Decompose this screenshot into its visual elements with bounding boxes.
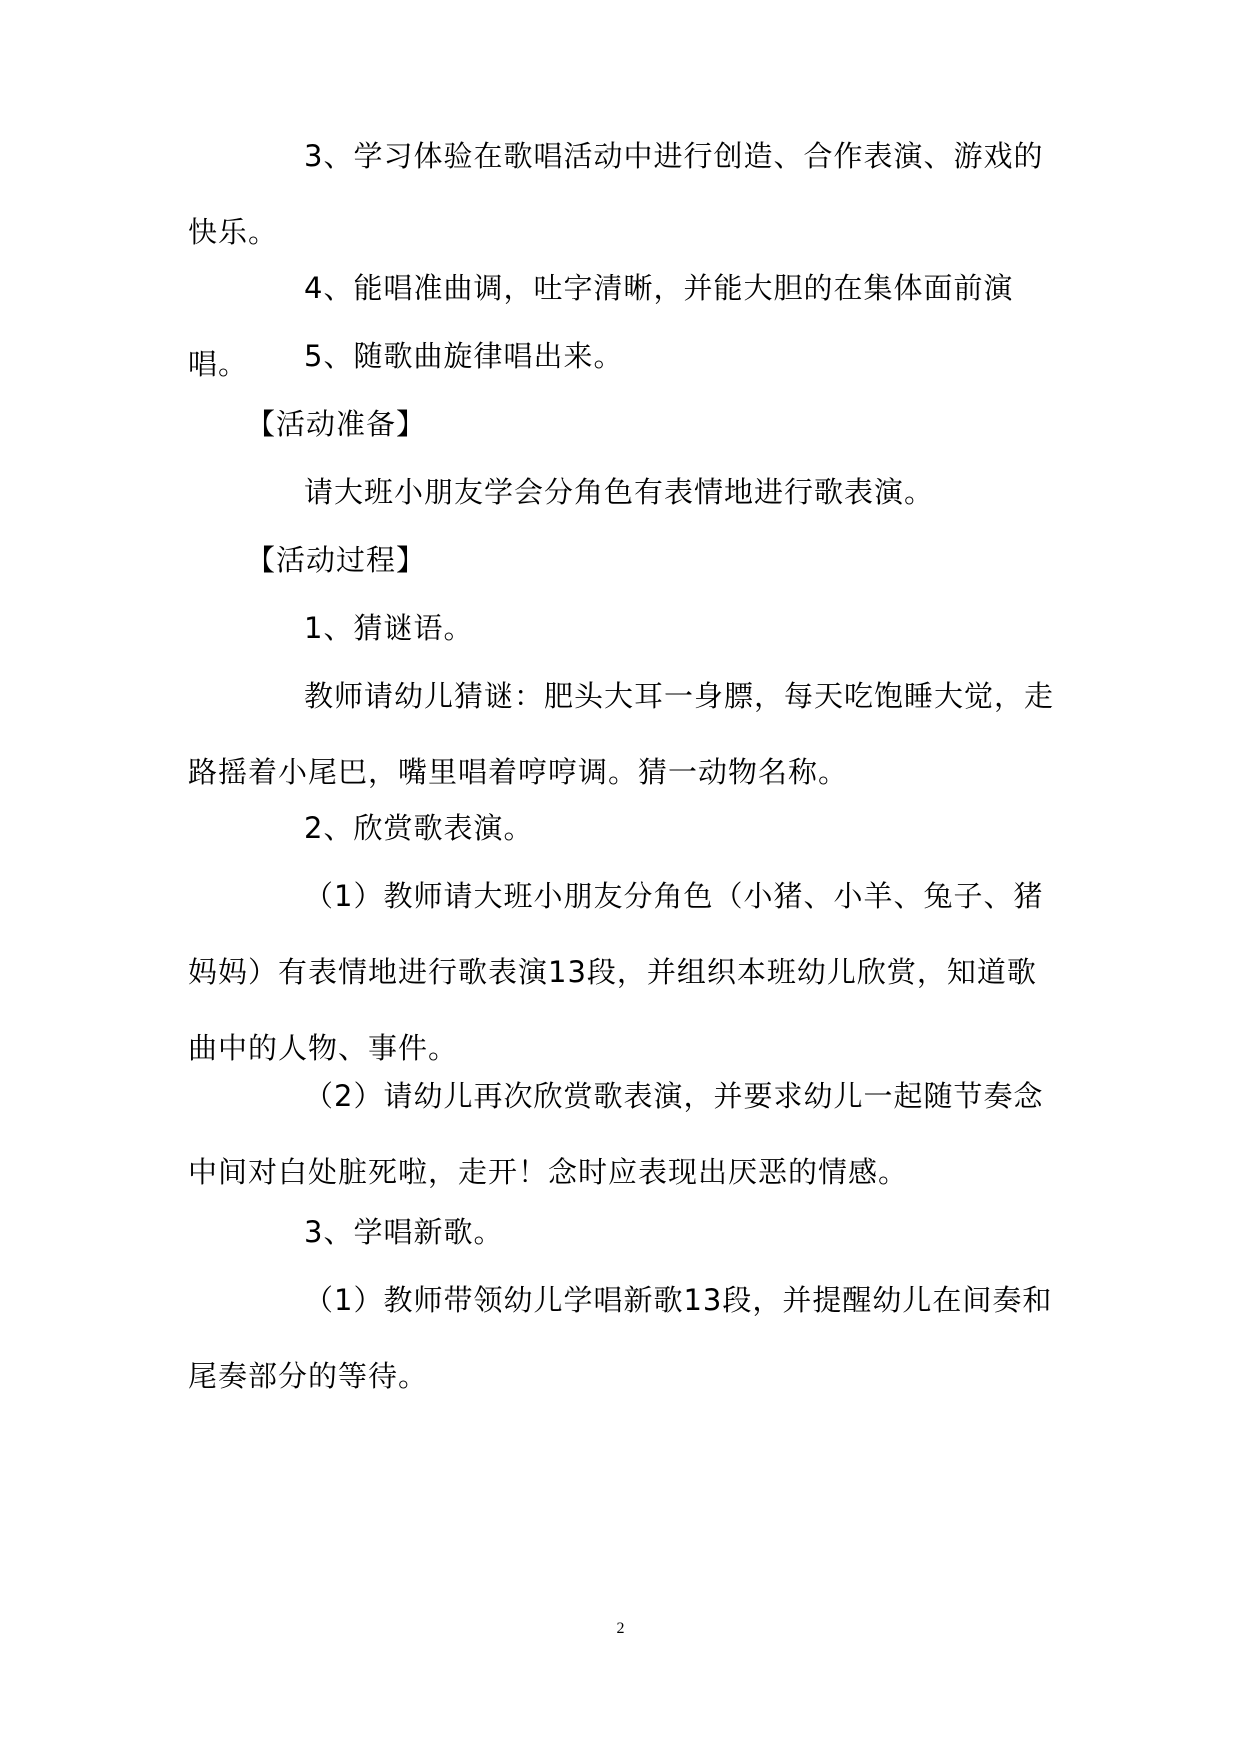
step-1-heading: 1、猜谜语。: [304, 611, 474, 645]
objective-3-paragraph: 3、学习体验在歌唱活动中进行创造、合作表演、游戏的快乐。: [188, 139, 1044, 249]
step-2-item-2-paragraph: （2）请幼儿再次欣赏歌表演，并要求幼儿一起随节奏念中间对白处脏死啦，走开！念时应表现出厌恶的情感。: [188, 1079, 1044, 1189]
riddle-paragraph: 教师请幼儿猜谜：肥头大耳一身膘，每天吃饱睡大觉，走路摇着小尾巴，嘴里唱着哼哼调。猜一动物名称。: [188, 679, 1055, 789]
objective-4-paragraph: 4、能唱准曲调，吐字清晰，并能大胆的在集体面前演唱。: [188, 271, 1014, 381]
step-3-item-1-paragraph: （1）教师带领幼儿学唱新歌13段，并提醒幼儿在间奏和尾奏部分的等待。: [188, 1283, 1053, 1393]
step-3-heading: 3、学唱新歌。: [304, 1215, 504, 1249]
step-2-item-1-paragraph: （1）教师请大班小朋友分角色（小猪、小羊、兔子、猪妈妈）有表情地进行歌表演13段，并组织本班幼儿欣赏，知道歌曲中的人物、事件。: [188, 879, 1044, 1065]
objective-5-paragraph: 5、随歌曲旋律唱出来。: [304, 339, 624, 373]
page-number: 2: [616, 1620, 625, 1637]
section-heading-preparation: 【活动准备】: [246, 407, 427, 441]
section-heading-process: 【活动过程】: [246, 543, 427, 577]
step-2-heading: 2、欣赏歌表演。: [304, 811, 534, 845]
preparation-paragraph: 请大班小朋友学会分角色有表情地进行歌表演。: [304, 475, 935, 509]
